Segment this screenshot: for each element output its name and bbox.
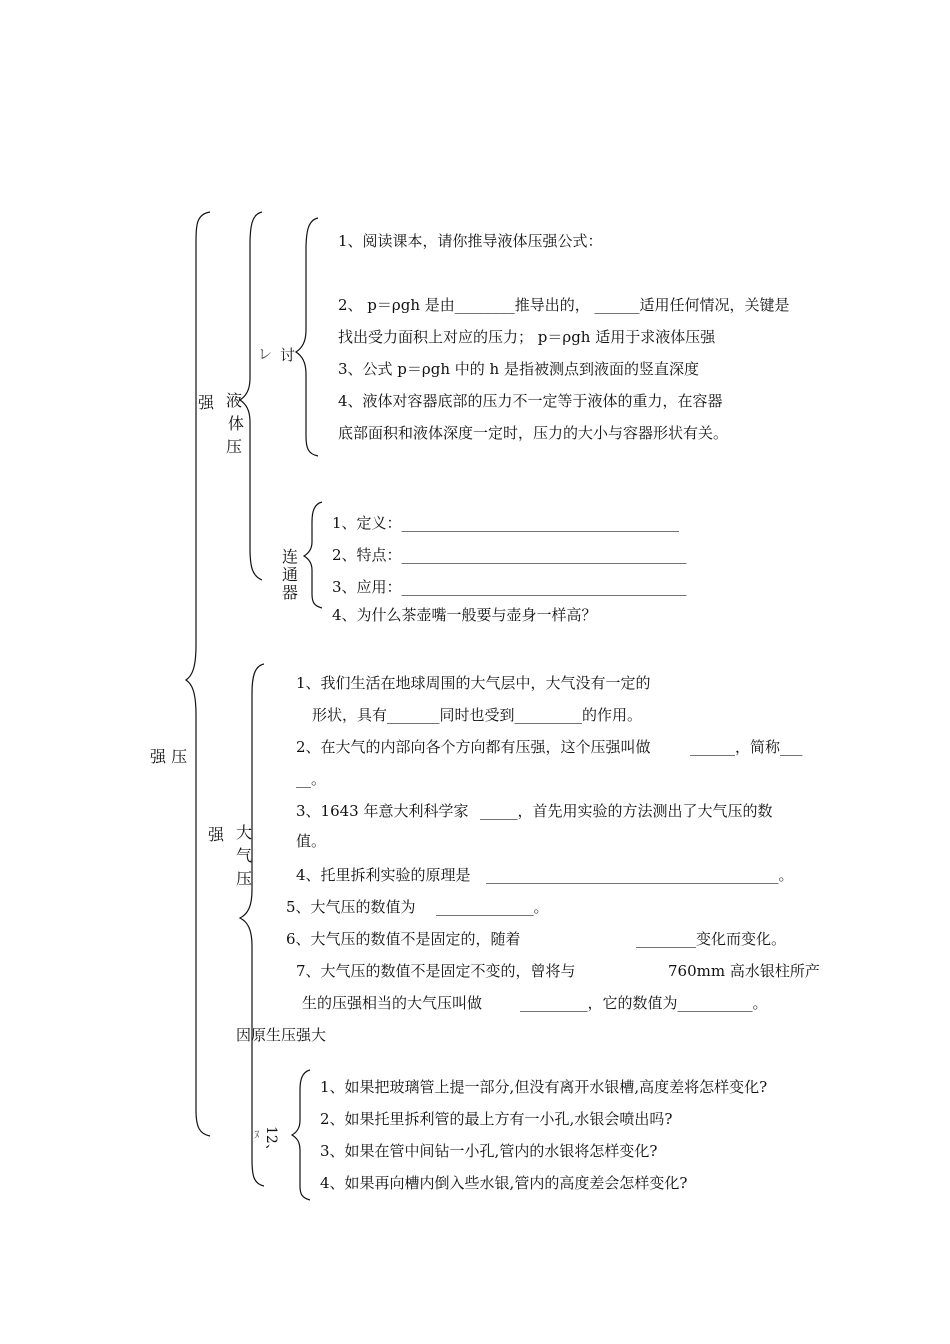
connector-brace <box>304 502 322 608</box>
atmosphere-title-2: 气 <box>236 846 253 865</box>
connector-title-3: 器 <box>282 583 299 602</box>
atmosphere-line-2: 形状，具有_______同时也受到_________的作用。 <box>312 706 643 724</box>
atmosphere-line-17: 生的压强相当的大气压叫做 <box>302 994 483 1012</box>
liquid-line-3: 找出受力面积上对应的压力； p＝ρgh 适用于求液体压强 <box>338 328 716 346</box>
connector-line-2: 2、特点：______________________________________ <box>332 546 687 564</box>
torricelli-question-4: 4、如果再向槽内倒入些水银,管内的高度差会怎样变化? <box>320 1174 688 1192</box>
torricelli-side-label: 12、 <box>263 1126 279 1158</box>
atmosphere-line-8: 值。 <box>296 832 327 850</box>
liquid-line-5: 4、液体对容器底部的压力不一定等于液体的重力，在容器 <box>338 392 723 410</box>
atmosphere-line-10: _______________________________________。 <box>486 866 794 884</box>
liquid-title-3: 压 <box>226 437 243 456</box>
torricelli-question-2: 2、如果托里拆利管的最上方有一小孔,水银会喷出吗? <box>320 1110 673 1128</box>
discussion-label: 讨 <box>280 346 296 364</box>
liquid-title-1: 液 <box>226 391 243 410</box>
atmosphere-line-1: 1、我们生活在地球周围的大气层中，大气没有一定的 <box>296 674 651 692</box>
liquid-line-6: 底部面积和液体深度一定时，压力的大小与容器形状有关。 <box>338 424 729 442</box>
discussion-glyph: ㆑ <box>258 347 272 363</box>
atmosphere-line-19: 因原生压强大 <box>236 1026 327 1044</box>
atmosphere-line-13: 6、大气压的数值不是固定的，随着 <box>286 930 521 948</box>
atmosphere-line-14: ________变化而变化。 <box>636 930 787 948</box>
torricelli-side-glyph: ﾇ <box>254 1128 260 1141</box>
atmosphere-side-label: 强 <box>208 825 225 844</box>
liquid-line-4: 3、公式 p＝ρgh 中的 h 是指被测点到液面的竖直深度 <box>338 360 699 378</box>
atmosphere-line-3: 2、在大气的内部向各个方向都有压强，这个压强叫做 <box>296 738 651 756</box>
atmosphere-line-16: 760mm 高水银柱所产 <box>668 962 820 980</box>
connector-title-2: 通 <box>282 565 299 584</box>
main-brace <box>186 212 210 1136</box>
solid-pressure-label: 强 <box>198 393 215 412</box>
atmosphere-line-12: _____________。 <box>436 898 549 916</box>
connector-line-4: 4、为什么茶壶嘴一般要与壶身一样高？ <box>332 606 597 624</box>
liquid-line-2: 2、 p＝ρgh 是由________推导出的， ______适用任何情况，关键是 <box>338 296 790 314</box>
atmosphere-line-11: 5、大气压的数值为 <box>286 898 416 916</box>
atmosphere-title-1: 大 <box>236 823 253 842</box>
atmosphere-title-3: 压 <box>236 869 253 888</box>
atmosphere-line-18: _________，它的数值为__________。 <box>520 994 768 1012</box>
connector-line-1: 1、定义：_____________________________________ <box>332 514 680 532</box>
connector-line-3: 3、应用：______________________________________ <box>332 578 687 596</box>
atmosphere-line-15: 7、大气压的数值不是固定不变的，曾将与 <box>296 962 576 980</box>
root-label: 强 压 <box>150 747 188 766</box>
connector-title-1: 连 <box>282 547 299 566</box>
torricelli-question-3: 3、如果在管中间钻一小孔,管内的水银将怎样变化? <box>320 1142 658 1160</box>
atmosphere-line-5: __。 <box>296 770 327 788</box>
liquid-title-2: 体 <box>228 414 245 433</box>
torricelli-question-1: 1、如果把玻璃管上提一部分,但没有离开水银槽,高度差将怎样变化? <box>320 1078 768 1096</box>
atmosphere-brace <box>240 664 264 1186</box>
atmosphere-line-7: _____，首先用实验的方法测出了大气压的数 <box>480 802 773 820</box>
atmosphere-line-4: ______，简称___ <box>690 738 803 756</box>
torricelli-brace <box>292 1070 310 1200</box>
atmosphere-line-9: 4、托里拆利实验的原理是 <box>296 866 471 884</box>
liquid-line-1: 1、阅读课本，请你推导液体压强公式： <box>338 232 603 250</box>
atmosphere-line-6: 3、1643 年意大利科学家 <box>296 802 469 820</box>
liquid-brace <box>240 212 262 580</box>
discussion-brace <box>296 218 318 456</box>
